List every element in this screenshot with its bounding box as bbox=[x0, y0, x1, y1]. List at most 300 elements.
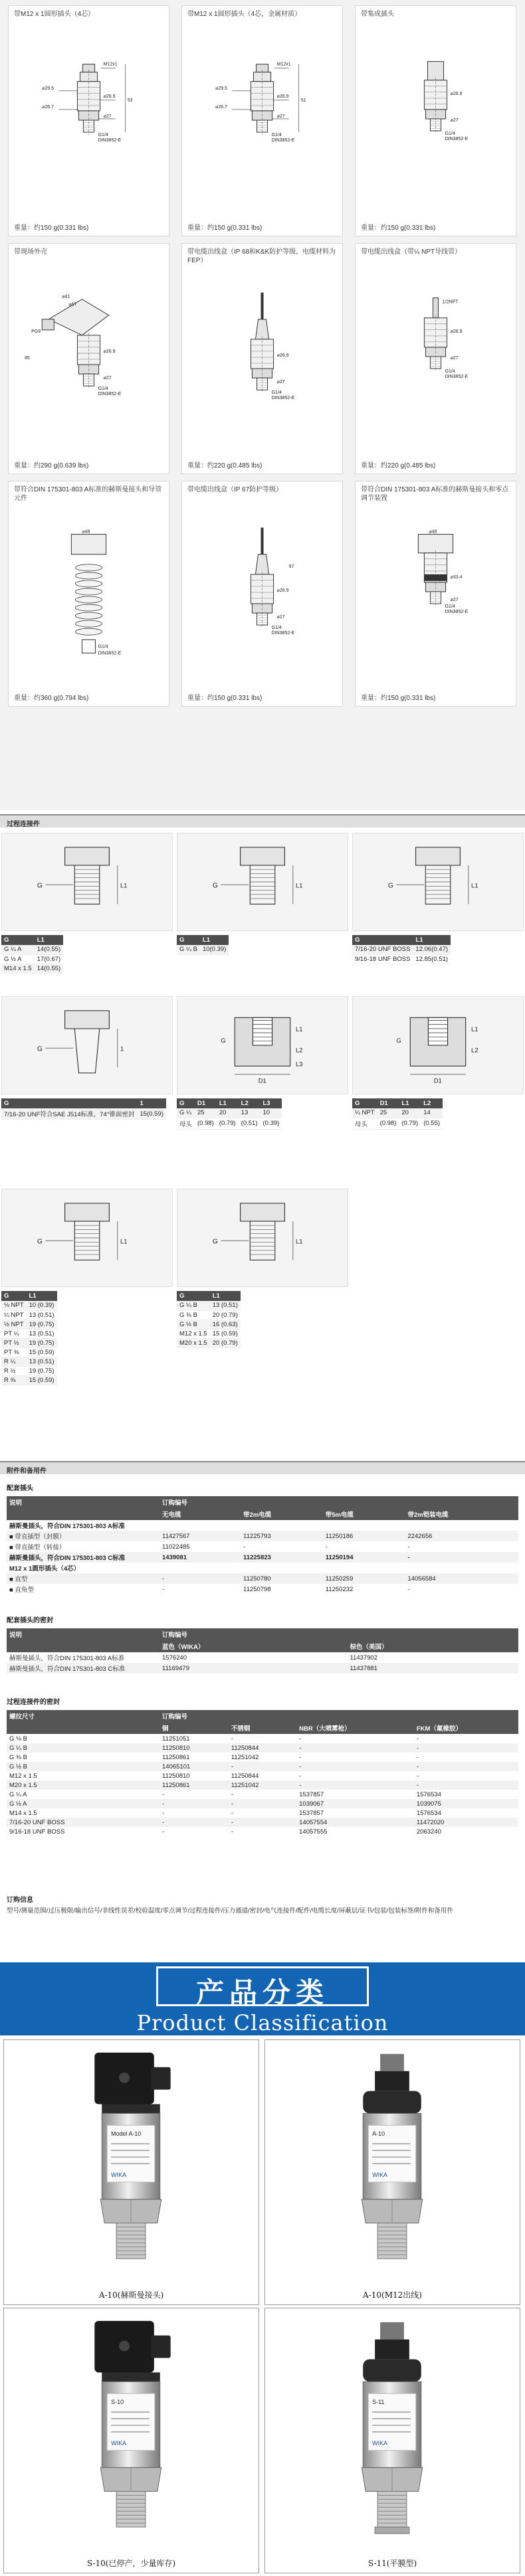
connector-weight: 重量：约220 g(0.485 lbs) bbox=[187, 462, 262, 470]
table-row bbox=[177, 1310, 241, 1320]
table-cell: G ½ A bbox=[7, 1799, 159, 1808]
table-cell: G ¼ B bbox=[7, 1743, 159, 1753]
label-l1: L1 bbox=[120, 1238, 128, 1245]
table-header-cell: 带2m电缆 bbox=[241, 1508, 323, 1520]
table-cell: - bbox=[296, 1762, 414, 1771]
table-cell: G ¼ B bbox=[177, 945, 200, 954]
order-info bbox=[7, 1896, 518, 1915]
label-d27: ⌀27 bbox=[450, 118, 459, 123]
process-connection-table bbox=[1, 1098, 166, 1120]
table-cell: 25 bbox=[377, 1108, 399, 1118]
sensor-body-drawing bbox=[77, 333, 100, 388]
table-row bbox=[352, 945, 451, 954]
table-cell: 11472020 bbox=[414, 1818, 518, 1827]
connector-dimension-drawing bbox=[189, 507, 336, 689]
table-cell: 11250798 bbox=[243, 1585, 271, 1593]
sensor-body-drawing bbox=[77, 70, 100, 135]
label-din: DIN3852-E bbox=[98, 392, 122, 397]
table-cell: 赫斯曼插头，符合DIN 175301-803 C标准 bbox=[7, 1552, 159, 1563]
table-cell: 7/16-20 UNF BOSS bbox=[352, 945, 413, 954]
table-cell: 11250780 bbox=[241, 1573, 323, 1584]
table-cell: ■ 带直插型（封膜） bbox=[7, 1531, 159, 1541]
table-cell: 20 bbox=[217, 1108, 239, 1118]
table-cell: 1039067 bbox=[296, 1799, 414, 1808]
table-cell: ½ NPT bbox=[1, 1320, 27, 1329]
table-row bbox=[7, 1573, 518, 1584]
label-npt: 1/2NPT bbox=[442, 300, 459, 305]
table-cell: 12.06(0.47) bbox=[413, 945, 451, 954]
table-header-cell bbox=[7, 1722, 159, 1734]
process-gasket-table bbox=[7, 1710, 518, 1836]
table-cell: 10 (0.39) bbox=[27, 1301, 57, 1310]
table-header-cell: L1 bbox=[210, 1291, 241, 1301]
label-din: DIN3852-E bbox=[98, 138, 122, 143]
mating-connector-table bbox=[7, 1496, 518, 1594]
fitting-drawing bbox=[396, 1017, 478, 1084]
table-header-cell: L3 bbox=[261, 1098, 282, 1108]
table-cell: 25 bbox=[195, 1108, 217, 1118]
table-row bbox=[7, 1652, 518, 1663]
table-header-cell: D1 bbox=[195, 1098, 217, 1108]
table-cell: 1576534 bbox=[416, 1809, 441, 1817]
connector-title: 带电缆出线盒（IP 67防护等级） bbox=[187, 486, 283, 493]
table-row bbox=[1, 1310, 57, 1320]
mating-connector-block bbox=[0, 1478, 525, 1594]
fitting-drawing bbox=[213, 847, 303, 904]
table-row bbox=[7, 1780, 518, 1790]
product-photo-grid bbox=[0, 2035, 525, 2576]
product-model-label: A-10 bbox=[372, 2130, 385, 2138]
process-gasket-title: 过程连接件的密封 bbox=[7, 1699, 60, 1706]
table-cell: G ¼ B bbox=[177, 1301, 210, 1310]
table-cell: - bbox=[407, 1543, 410, 1551]
label-d1: D1 bbox=[258, 1077, 266, 1084]
process-connection-card bbox=[352, 833, 524, 974]
sensor-body-drawing bbox=[424, 315, 447, 371]
table-cell: - bbox=[159, 1799, 229, 1808]
table-row bbox=[7, 1531, 518, 1541]
order-info-title: 订购信息 bbox=[7, 1897, 33, 1904]
table-header-cell: 1 bbox=[138, 1098, 166, 1108]
table-cell: (0.98) bbox=[195, 1118, 217, 1129]
table-cell bbox=[405, 1520, 518, 1531]
label-d269: ⌀26.9 bbox=[276, 94, 289, 99]
process-connection-table bbox=[1, 935, 63, 974]
label-pg9: PG9 bbox=[31, 329, 41, 334]
table-cell: 赫斯曼插头，符合DIN 175301-803 A标准 bbox=[9, 1523, 125, 1530]
process-connection-card bbox=[1, 833, 173, 984]
table-cell: 12.85(0.51) bbox=[413, 954, 451, 964]
table-header-cell: L1 bbox=[27, 1291, 57, 1301]
table-cell: (0.79) bbox=[217, 1118, 239, 1129]
table-cell: R ⅜ bbox=[1, 1375, 27, 1385]
process-connection-drawing bbox=[177, 833, 348, 931]
table-header-cell: G bbox=[352, 935, 413, 945]
label-g: G bbox=[37, 882, 43, 890]
table-cell: - bbox=[162, 1585, 165, 1593]
table-row bbox=[7, 1743, 518, 1753]
product-model-label: Model A-10 bbox=[111, 2130, 142, 2138]
product-model-label: S-11 bbox=[372, 2399, 385, 2406]
connector-card bbox=[355, 5, 516, 236]
table-cell: 14(0.55) bbox=[35, 964, 63, 973]
connector-weight: 重量：约290 g(0.639 lbs) bbox=[14, 462, 89, 470]
table-cell: - bbox=[407, 1585, 410, 1593]
table-row bbox=[7, 1827, 518, 1836]
table-cell: 1039075 bbox=[414, 1799, 518, 1808]
label-l1: L1 bbox=[471, 882, 478, 889]
table-row bbox=[1, 1108, 166, 1120]
label-d269: ⌀26.9 bbox=[276, 588, 289, 593]
table-header-cell: 无电缆 bbox=[159, 1508, 241, 1520]
table-row bbox=[7, 1790, 518, 1799]
process-connection-drawing bbox=[352, 996, 524, 1094]
connector-card bbox=[181, 5, 343, 236]
table-cell: G ⅛ B bbox=[9, 1735, 27, 1743]
table-cell: - bbox=[159, 1573, 241, 1584]
table-header-cell: L1 bbox=[413, 935, 451, 945]
table-cell: G ¼ bbox=[177, 1108, 195, 1118]
table-header-cell: 螺纹尺寸 bbox=[7, 1710, 159, 1722]
product-image bbox=[4, 2308, 259, 2554]
table-cell: - bbox=[162, 1828, 165, 1836]
table-cell: 11250232 bbox=[325, 1585, 354, 1593]
table-cell: - bbox=[243, 1543, 246, 1551]
label-d27: ⌀27 bbox=[450, 598, 459, 603]
table-cell: 11427567 bbox=[159, 1531, 241, 1541]
table-header-cell: G bbox=[1, 1098, 138, 1108]
label-g: G bbox=[396, 1037, 401, 1044]
table-cell: M12 x 1圆形插头（4芯） bbox=[9, 1565, 80, 1573]
process-connection-table bbox=[177, 935, 229, 955]
table-cell: 14(0.55) bbox=[35, 945, 63, 954]
table-cell: 11225793 bbox=[241, 1531, 323, 1541]
label-d27: ⌀27 bbox=[276, 114, 285, 119]
order-info-text: 型号/测量范围/过压极限/输出信号/非线性误差/校验温度/零点调节/过程连接件/压力通道/密封/电气连接件/配件/电缆长度/屏蔽层/证书/包装/包装标签/附件和备用件 bbox=[7, 1907, 453, 1915]
table-row bbox=[7, 1818, 518, 1827]
connector-weight: 重量：约150 g(0.331 lbs) bbox=[187, 695, 262, 702]
table-row bbox=[177, 1301, 241, 1310]
table-cell: 16 (0.63) bbox=[210, 1320, 241, 1329]
table-header-cell: G bbox=[1, 1291, 27, 1301]
table-row bbox=[177, 945, 229, 954]
table-cell: 11250861 bbox=[159, 1780, 229, 1790]
table-row bbox=[177, 1118, 282, 1129]
label-din: DIN3852-E bbox=[271, 631, 295, 636]
fitting-drawing bbox=[213, 1203, 303, 1260]
table-header-cell: 不锈钢 bbox=[229, 1722, 296, 1734]
label-g: G bbox=[221, 1037, 226, 1044]
table-cell: 2242656 bbox=[405, 1531, 518, 1541]
table-cell: 9/16-18 UNF BOSS bbox=[9, 1828, 65, 1836]
table-cell: 15 (0.59) bbox=[210, 1329, 241, 1338]
connector-dimension-drawing bbox=[362, 507, 509, 689]
plug-gasket-table bbox=[7, 1628, 518, 1674]
table-header-cell: L2 bbox=[421, 1098, 443, 1108]
table-cell: 11250810 bbox=[162, 1772, 190, 1780]
product-card bbox=[264, 2039, 520, 2305]
label-d334: ⌀33.4 bbox=[450, 574, 463, 580]
connector-weight: 重量：约220 g(0.485 lbs) bbox=[361, 462, 436, 470]
label-g14: G1/4 bbox=[98, 133, 108, 138]
table-cell: 11251042 bbox=[229, 1780, 296, 1790]
product-caption: A-10(赫斯曼接头) bbox=[98, 2290, 164, 2300]
label-l1: 1 bbox=[120, 1045, 124, 1053]
product-photo bbox=[4, 2309, 259, 2553]
order-number-group-header: 订购编号 bbox=[159, 1710, 518, 1722]
table-cell: ⅛ NPT bbox=[1, 1301, 27, 1310]
process-section-title: 过程连接件 bbox=[7, 821, 40, 828]
label-din: DIN3852-E bbox=[271, 138, 295, 143]
table-cell: 19 (0.75) bbox=[27, 1320, 57, 1329]
table-cell: 15 (0.59) bbox=[27, 1347, 57, 1357]
connector-card bbox=[355, 243, 516, 474]
product-card bbox=[3, 2039, 259, 2305]
banner-frame bbox=[156, 1966, 369, 2009]
accessories-section-title: 附件和备用件 bbox=[7, 1468, 47, 1475]
table-cell: - bbox=[231, 1828, 233, 1836]
table-cell: (0.51) bbox=[239, 1118, 261, 1129]
table-cell: - bbox=[414, 1780, 518, 1790]
connector-title: 带集成插头 bbox=[361, 11, 394, 18]
table-row bbox=[1, 1338, 57, 1347]
label-l1: L1 bbox=[296, 882, 303, 889]
table-header-cell: L1 bbox=[35, 935, 63, 945]
table-header-cell: G bbox=[352, 1098, 377, 1108]
table-header-cell: 说明 bbox=[7, 1628, 159, 1640]
table-cell bbox=[241, 1520, 323, 1531]
table-cell: 7/16-20 UNF BOSS bbox=[7, 1818, 159, 1827]
table-row bbox=[7, 1734, 518, 1743]
sensor-body-drawing bbox=[251, 337, 273, 392]
label-d27: ⌀27 bbox=[276, 380, 285, 385]
table-cell: - bbox=[159, 1818, 229, 1827]
fitting-drawing bbox=[37, 1011, 124, 1073]
label-l1: L1 bbox=[296, 1238, 303, 1245]
table-cell: 13 bbox=[239, 1108, 261, 1118]
label-d269: ⌀26.9 bbox=[103, 349, 116, 354]
process-connection-card bbox=[1, 1189, 173, 1404]
table-cell bbox=[241, 1563, 323, 1573]
process-connection-drawing bbox=[1, 1189, 173, 1287]
label-din: DIN3852-E bbox=[445, 375, 469, 380]
table-cell: 1537857 bbox=[299, 1790, 324, 1798]
table-cell: M12 x 1.5 bbox=[9, 1772, 37, 1780]
label-l2: L2 bbox=[471, 1047, 478, 1054]
fitting-drawing bbox=[388, 847, 478, 904]
table-cell: - bbox=[299, 1735, 302, 1743]
table-cell: - bbox=[296, 1743, 414, 1753]
label-d48: ⌀48 bbox=[429, 529, 437, 535]
table-row bbox=[352, 1118, 443, 1129]
plug-gasket-title: 配套插头的密封 bbox=[7, 1617, 53, 1624]
table-cell: M20 x 1.5 bbox=[7, 1780, 159, 1790]
connector-title: 带电缆出线盒（IP 68和K&K防护等级，电缆材料为FEP） bbox=[187, 248, 336, 264]
table-cell: 14056584 bbox=[405, 1573, 518, 1584]
table-cell: 11250186 bbox=[323, 1531, 405, 1541]
table-row bbox=[1, 1366, 57, 1375]
table-row bbox=[7, 1563, 518, 1573]
table-row bbox=[7, 1541, 518, 1552]
process-connection-table bbox=[352, 935, 451, 964]
process-connection-drawing bbox=[1, 833, 173, 931]
label-g14: G1/4 bbox=[445, 131, 455, 137]
label-g14: G1/4 bbox=[445, 604, 455, 610]
table-cell: 20 (0.79) bbox=[210, 1338, 241, 1347]
table-header-cell: 带5m电缆 bbox=[323, 1508, 405, 1520]
table-cell: 14065101 bbox=[159, 1762, 229, 1771]
table-row bbox=[1, 964, 63, 973]
table-cell: 1439081 bbox=[159, 1552, 241, 1563]
connector-title: 带符合DIN 175301-803 A标准的赫斯曼接头和导管元件 bbox=[14, 486, 162, 502]
label-d27: ⌀27 bbox=[103, 376, 112, 381]
connector-card bbox=[355, 481, 516, 707]
table-cell: ■ 直型 bbox=[7, 1573, 159, 1584]
table-row bbox=[177, 1338, 241, 1347]
label-l2: L2 bbox=[296, 1047, 303, 1054]
table-cell: M20 x 1.5 bbox=[177, 1338, 210, 1347]
table-cell: - bbox=[416, 1753, 419, 1761]
table-cell: 11437902 bbox=[350, 1654, 378, 1662]
product-classification-banner bbox=[0, 1962, 525, 2035]
label-g: G bbox=[37, 1045, 43, 1053]
table-cell: 7/16-20 UNF符合SAE J514标准，74°锥面密封 bbox=[1, 1108, 138, 1120]
table-cell: (0.55) bbox=[421, 1118, 443, 1129]
table-cell: G ¼ A bbox=[9, 1790, 27, 1798]
plug-gasket-block bbox=[0, 1610, 525, 1674]
accessories-section-header bbox=[0, 1461, 525, 1474]
table-cell: 11250844 bbox=[229, 1743, 296, 1753]
label-d295: ⌀29.5 bbox=[215, 86, 228, 91]
table-cell: 14057555 bbox=[299, 1828, 328, 1836]
table-header-cell: L2 bbox=[239, 1098, 261, 1108]
table-cell: 11437881 bbox=[348, 1663, 519, 1674]
table-cell: - bbox=[416, 1772, 419, 1780]
fitting-drawing bbox=[221, 1017, 302, 1084]
label-din: DIN3852-E bbox=[445, 137, 469, 142]
label-d48: ⌀48 bbox=[82, 529, 90, 535]
table-header-cell: G bbox=[1, 935, 35, 945]
table-cell: 14057554 bbox=[296, 1818, 414, 1827]
order-number-group-header: 订购编号 bbox=[159, 1628, 518, 1640]
table-row bbox=[177, 1320, 241, 1329]
table-row bbox=[7, 1584, 518, 1594]
label-g14: G1/4 bbox=[98, 386, 108, 392]
label-h85: 85 bbox=[25, 355, 30, 361]
connector-card bbox=[181, 243, 343, 474]
process-connection-card bbox=[352, 996, 524, 1137]
table-cell: ■ 带直插型（转接） bbox=[9, 1544, 66, 1551]
connector-card bbox=[8, 481, 169, 707]
product-photo bbox=[265, 2041, 520, 2285]
table-cell: 11250259 bbox=[323, 1573, 405, 1584]
connector-title: 带M12 x 1圆形插头（4芯，金属材质） bbox=[187, 11, 302, 18]
table-cell: 母头 bbox=[352, 1118, 377, 1129]
label-d27: ⌀27 bbox=[450, 355, 459, 361]
table-row bbox=[7, 1753, 518, 1762]
table-header-cell: 带2m铠装电缆 bbox=[405, 1508, 518, 1520]
label-l1: L1 bbox=[120, 882, 128, 889]
table-cell: PT ¼ bbox=[1, 1329, 27, 1338]
process-connection-card bbox=[1, 996, 173, 1126]
table-row bbox=[7, 1663, 518, 1674]
product-card bbox=[3, 2308, 259, 2573]
product-photo bbox=[4, 2041, 259, 2285]
product-brand-label: WIKA bbox=[111, 2439, 127, 2447]
sensor-body-drawing bbox=[424, 78, 447, 133]
table-cell: 11225823 bbox=[241, 1552, 323, 1563]
table-cell: 11251051 bbox=[162, 1735, 190, 1743]
table-cell: 11022485 bbox=[162, 1543, 190, 1551]
table-cell: 15 (0.59) bbox=[27, 1375, 57, 1385]
table-row bbox=[352, 954, 451, 964]
connector-card bbox=[8, 5, 169, 236]
table-cell: - bbox=[229, 1762, 296, 1771]
label-g: G bbox=[212, 882, 219, 890]
product-image bbox=[4, 2040, 259, 2286]
label-h97: 97 bbox=[288, 564, 294, 569]
product-caption: S-11(平膜型) bbox=[368, 2559, 417, 2568]
label-g14: G1/4 bbox=[271, 626, 282, 631]
table-row bbox=[1, 1329, 57, 1338]
label-d269: ⌀26.9 bbox=[450, 91, 463, 96]
table-cell: 10(0.39) bbox=[200, 945, 229, 954]
table-cell: 1576534 bbox=[416, 1790, 441, 1798]
connector-weight: 重量：约150 g(0.331 lbs) bbox=[187, 224, 262, 232]
table-cell: 11250844 bbox=[231, 1772, 259, 1780]
table-cell bbox=[323, 1520, 405, 1531]
label-d269: ⌀26.9 bbox=[103, 94, 116, 99]
table-cell: - bbox=[229, 1799, 296, 1808]
label-d269: ⌀26.9 bbox=[450, 329, 463, 334]
label-m12: M12x1 bbox=[276, 62, 291, 67]
table-cell: G ½ B bbox=[177, 1320, 210, 1329]
label-d269: ⌀26.9 bbox=[276, 353, 289, 358]
connector-dimension-drawing bbox=[15, 269, 162, 456]
mating-connector-title: 配套插头 bbox=[7, 1485, 33, 1492]
table-cell: 11250194 bbox=[323, 1552, 405, 1563]
table-cell: M12 x 1.5 bbox=[177, 1329, 210, 1338]
process-connection-card bbox=[177, 996, 348, 1137]
table-cell: 13 (0.51) bbox=[27, 1329, 57, 1338]
table-header-cell: 说明 bbox=[7, 1496, 159, 1508]
label-g: G bbox=[37, 1238, 43, 1246]
table-cell: ¼ NPT bbox=[352, 1108, 377, 1118]
connector-weight: 重量：约360 g(0.794 lbs) bbox=[14, 695, 89, 702]
process-connection-drawing bbox=[177, 996, 348, 1094]
connector-dimension-drawing bbox=[15, 31, 162, 218]
table-cell: 20 bbox=[399, 1108, 421, 1118]
table-row bbox=[177, 1108, 282, 1118]
table-header-cell: 蓝色（WIKA） bbox=[159, 1640, 348, 1652]
table-cell: 赫斯曼插头，符合DIN 175301-803 A标准 bbox=[9, 1655, 125, 1662]
table-cell: 11250861 bbox=[162, 1753, 190, 1761]
product-brand-label: WIKA bbox=[372, 2439, 388, 2447]
fitting-drawing bbox=[37, 847, 128, 904]
table-cell: M14 x 1.5 bbox=[1, 964, 35, 973]
product-model-label: S-10 bbox=[111, 2399, 124, 2406]
table-cell: 13 (0.51) bbox=[210, 1301, 241, 1310]
connector-dimension-drawing bbox=[189, 269, 336, 456]
table-cell: 11169479 bbox=[159, 1663, 348, 1674]
table-cell: - bbox=[416, 1735, 419, 1743]
table-header-cell: 铜 bbox=[159, 1722, 229, 1734]
table-row bbox=[7, 1808, 518, 1818]
table-cell bbox=[405, 1563, 518, 1573]
table-header-cell: G bbox=[177, 1098, 195, 1108]
table-header-cell: FKM（氟橡胶） bbox=[414, 1722, 518, 1734]
label-g14: G1/4 bbox=[98, 644, 108, 649]
